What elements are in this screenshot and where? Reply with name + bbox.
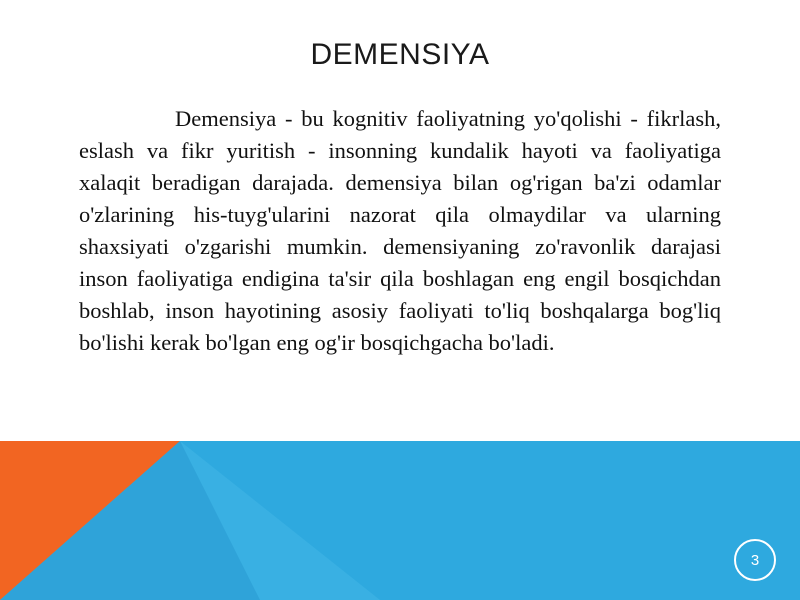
footer-band-graphic bbox=[0, 441, 800, 600]
page-number: 3 bbox=[750, 551, 760, 569]
slide-body-text: Demensiya - bu kognitiv faoliyatning yo'qolishi - fikrlash, eslash va fikr yuritish - insonning kundalik hayoti va faoliyatiga xalaqit beradigan darajada. demensiya bilan og'rigan ba'zi odamlar o'zlarining his-tuyg'ularini nazorat qila olmaydilar va ularning shaxsiyati o'zgarishi mumkin. demensiyaning zo'ravonlik darajasi inson faoliyatiga endigina ta'sir qila boshlagan eng engil bosqichdan boshlab, inson hayotining asosiy faoliyati to'liq boshqalarga bog'liq bo'lishi kerak bo'lgan eng og'ir bosqichgacha bo'ladi. bbox=[79, 106, 721, 355]
slide-title: DEMENSIYA bbox=[310, 38, 490, 71]
page-number-badge bbox=[734, 539, 776, 581]
decorative-footer-band bbox=[0, 441, 800, 600]
